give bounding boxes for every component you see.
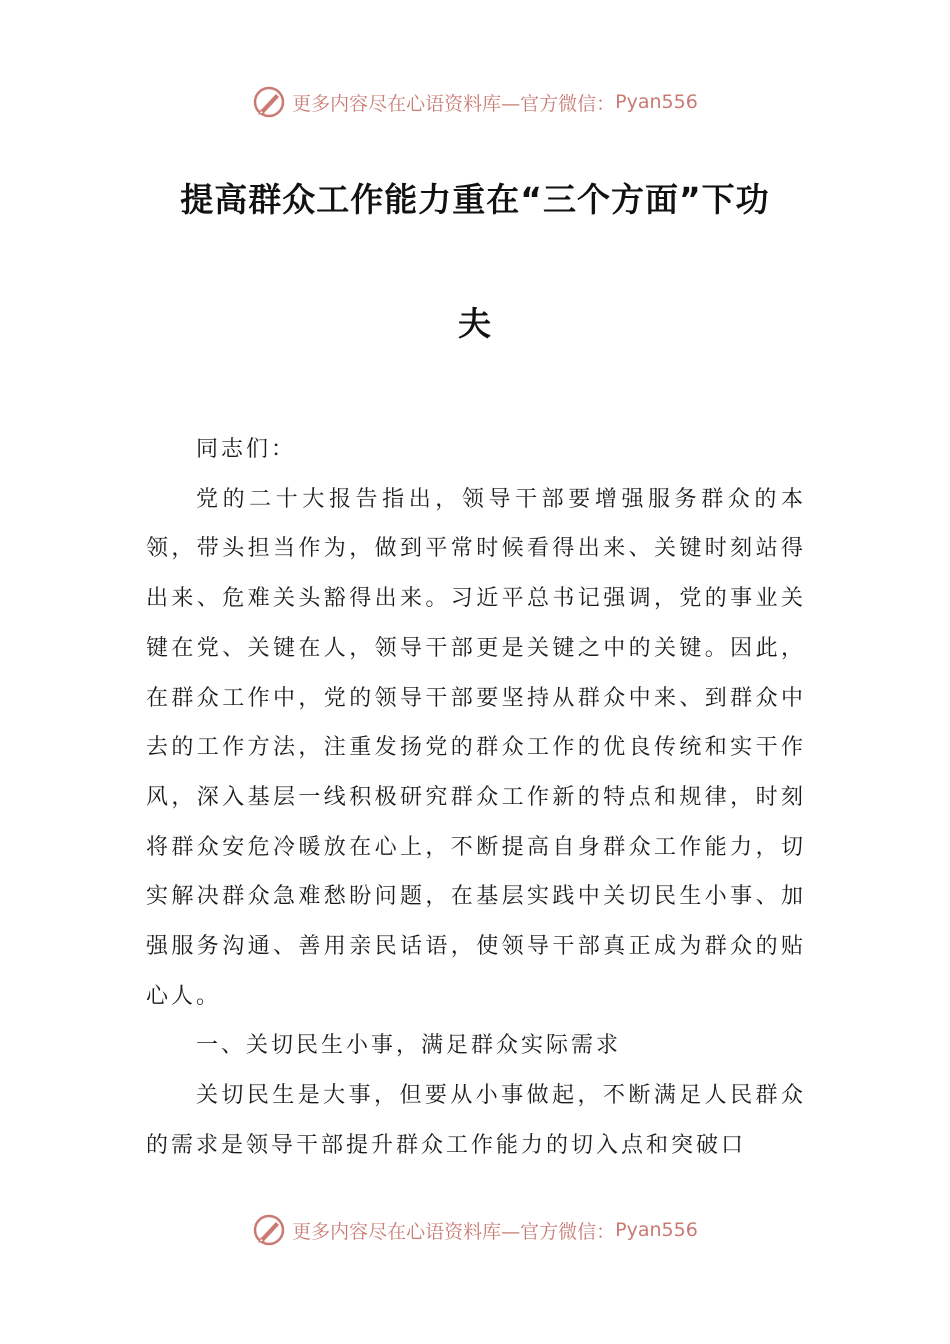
watermark-text: 更多内容尽在心语资料库—官方微信： [292,1220,616,1243]
document-title-line-1: 提高群众工作能力重在“三个方面”下功 [180,180,770,219]
document-body [146,425,806,1171]
watermark-account: Pyan556 [615,1219,698,1241]
watermark-text: 更多内容尽在心语资料库—官方微信： [292,92,616,115]
pen-logo-icon [252,1213,286,1247]
watermark-banner-top [0,80,950,124]
salutation: 同志们： [196,437,297,462]
watermark-account: Pyan556 [615,91,698,113]
pen-logo-icon [252,85,286,119]
section-heading-1: 一、关切民生小事，满足群众实际需求 [196,1033,622,1059]
paragraph-intro: 党的二十大报告指出，领导干部要增强服务群众的本领，带头担当作为，做到平常时候看得出来、关键时刻站得出来、危难关头豁得出来。习近平总书记强调，党的事业关键在党、关键在人，领导干部更是关键之中的关键。因此，在群众工作中，党的领导干部要坚持从群众中来、到群众中去的工作方法，注重发扬党的群众工作的优良传统和实干作风，深入基层一线积极研究群众工作新的特点和规律，时刻将群众安危冷暖放在心上，不断提高自身群众工作能力，切实解决群众急难愁盼问题，在基层实践中关切民生小事、加强服务沟通、善用亲民话语，使领导干部真正成为群众的贴心人。 [146,486,806,1009]
watermark-banner-bottom [0,1208,950,1252]
paragraph-section-1: 关切民生是大事，但要从小事做起，不断满足人民群众的需求是领导干部提升群众工作能力的切入点和突破口 [146,1083,806,1158]
document-title-line-2: 夫 [458,304,492,343]
